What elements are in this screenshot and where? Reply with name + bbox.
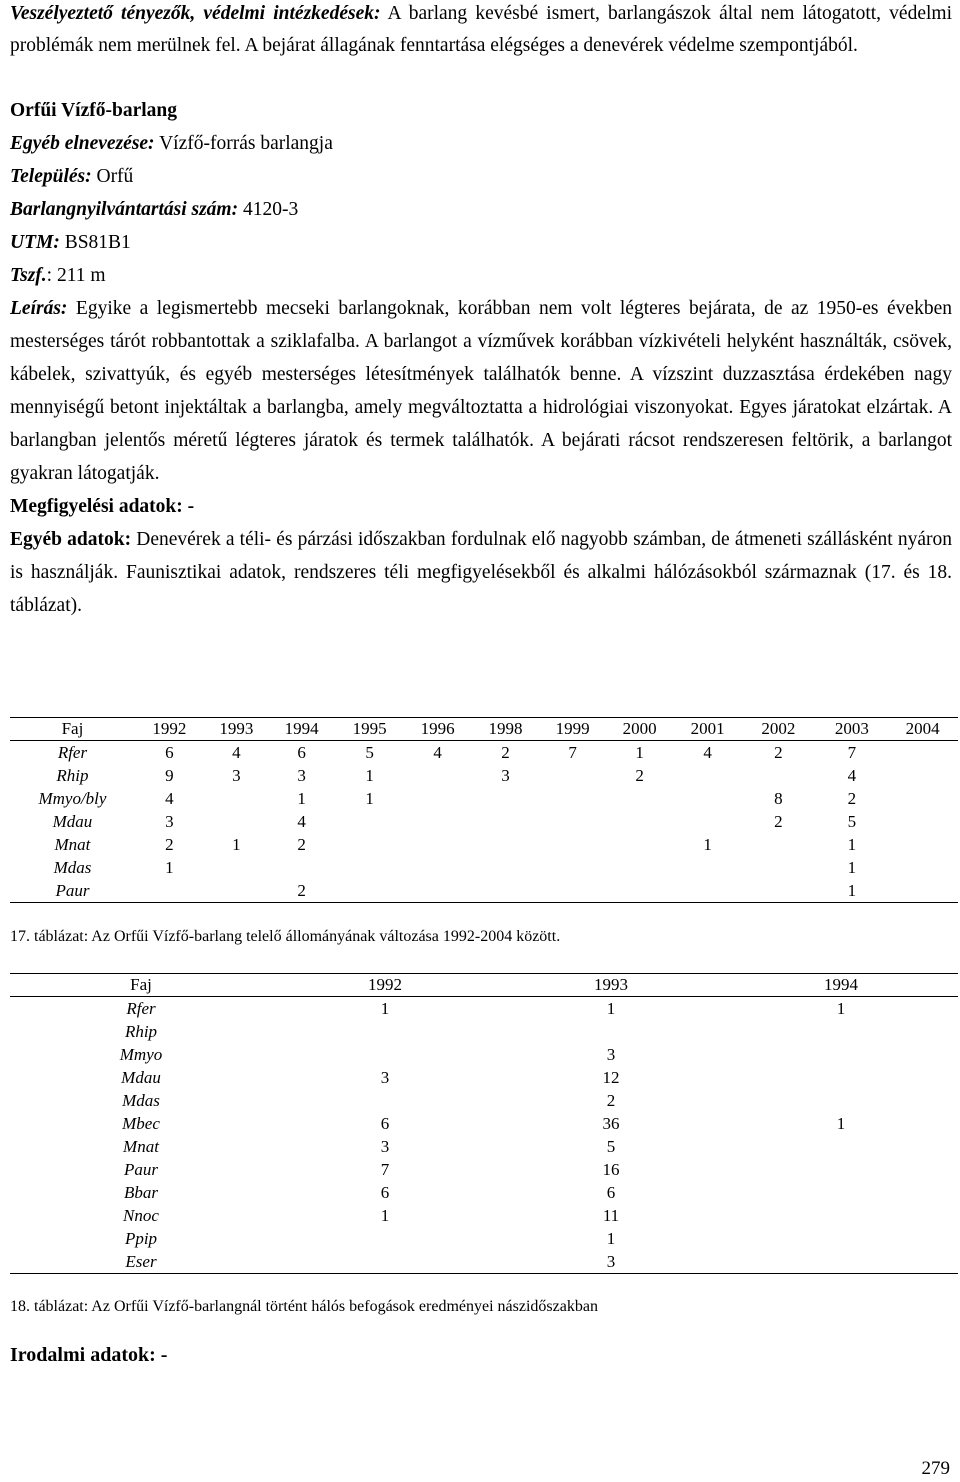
count-cell: 4: [297, 811, 306, 831]
count-cell: 2: [269, 879, 334, 903]
count-cell: [724, 1135, 958, 1158]
cave-field-value: : 211 m: [46, 265, 106, 286]
column-header: 2004: [887, 718, 958, 741]
table-row: [10, 833, 958, 856]
column-header: 1996: [405, 718, 470, 741]
column-header: 1993: [204, 718, 269, 741]
count-cell: [272, 1020, 498, 1043]
table-17-body: [10, 741, 958, 903]
count-cell: 3: [165, 811, 174, 831]
count-cell: 2: [635, 765, 644, 785]
count-cell: [405, 787, 470, 810]
count-cell: [724, 1181, 958, 1204]
observation-line: Megfigyelési adatok: -: [10, 496, 195, 517]
table-row: [10, 856, 958, 879]
count-cell: [470, 833, 541, 856]
cave-field-value: Vízfő-forrás barlangja: [154, 133, 333, 154]
count-cell: [604, 856, 675, 879]
count-cell: 3: [501, 765, 510, 785]
count-cell: 6: [606, 1182, 616, 1202]
count-cell: 1: [847, 857, 857, 877]
table-17: [10, 717, 958, 903]
species-cell: Nnoc: [123, 1205, 159, 1225]
species-cell: Mdau: [52, 811, 93, 831]
column-header: 2003: [816, 718, 887, 741]
count-cell: 11: [602, 1205, 620, 1225]
table-17-caption: 17. táblázat: Az Orfűi Vízfő-barlang telelő állományának változása 1992-2004 között.: [10, 928, 561, 945]
count-cell: 1: [606, 998, 616, 1018]
count-cell: [604, 879, 675, 903]
count-cell: [675, 787, 740, 810]
table-row: [10, 787, 958, 810]
count-cell: [334, 833, 405, 856]
column-header: 2001: [675, 718, 740, 741]
cave-field-label: Egyéb elnevezése:: [10, 133, 155, 154]
count-cell: 5: [365, 742, 374, 762]
count-cell: 1: [635, 742, 644, 762]
count-cell: 4: [232, 742, 241, 762]
count-cell: 2: [774, 811, 783, 831]
count-cell: 7: [380, 1159, 390, 1179]
count-cell: [675, 810, 740, 833]
count-cell: [604, 810, 675, 833]
column-header: 1993: [498, 974, 724, 997]
count-cell: 1: [165, 857, 174, 877]
count-cell: [269, 856, 334, 879]
count-cell: 36: [602, 1113, 620, 1133]
table-row: [10, 1181, 958, 1204]
table-row: [10, 741, 958, 765]
count-cell: [604, 787, 675, 810]
count-cell: 1: [836, 998, 846, 1018]
count-cell: 1: [703, 834, 712, 854]
species-cell: Mdas: [53, 857, 92, 877]
cave-field-label: Barlangnyilvántartási szám:: [10, 199, 239, 220]
count-cell: [541, 787, 604, 810]
count-cell: 12: [602, 1067, 620, 1087]
species-cell: Mdau: [121, 1067, 161, 1087]
count-cell: 3: [498, 1250, 724, 1274]
count-cell: [541, 879, 604, 903]
species-cell: Bbar: [124, 1182, 158, 1202]
species-cell: Mmyo/bly: [38, 788, 107, 808]
count-cell: [272, 1250, 498, 1274]
count-cell: [470, 856, 541, 879]
species-cell: Mmyo: [119, 1044, 163, 1064]
cave-fields: [10, 127, 952, 292]
count-cell: 4: [433, 742, 442, 762]
count-cell: [887, 856, 958, 879]
count-cell: [405, 856, 470, 879]
table-row: [10, 1158, 958, 1181]
cave-field-label: Település:: [10, 166, 92, 187]
count-cell: 7: [847, 742, 857, 762]
table-row: [10, 1020, 958, 1043]
table-row: [10, 764, 958, 787]
count-cell: [135, 879, 204, 903]
count-cell: [204, 810, 269, 833]
count-cell: 4: [847, 765, 857, 785]
count-cell: [334, 810, 405, 833]
count-cell: [887, 810, 958, 833]
count-cell: [204, 879, 269, 903]
count-cell: 1: [606, 1228, 616, 1248]
table-row: [10, 1227, 958, 1250]
cave-field-value: Orfű: [91, 166, 134, 187]
table-row: [10, 1250, 958, 1274]
column-header: 2000: [604, 718, 675, 741]
cave-field-label: UTM:: [10, 232, 60, 253]
count-cell: 1: [297, 788, 306, 808]
count-cell: [740, 856, 816, 879]
cave-field-value: 4120-3: [238, 199, 299, 220]
count-cell: [272, 1227, 498, 1250]
species-cell: Mbec: [122, 1113, 160, 1133]
cave-field: [10, 160, 952, 193]
count-cell: [887, 787, 958, 810]
literature-line: Irodalmi adatok: -: [10, 1344, 168, 1366]
count-cell: 3: [606, 1044, 616, 1064]
cave-title: Orfűi Vízfő-barlang: [10, 100, 178, 121]
count-cell: 1: [816, 879, 887, 903]
column-header: 1992: [272, 974, 498, 997]
other-data-label: Egyéb adatok:: [10, 529, 132, 550]
count-cell: [887, 764, 958, 787]
species-cell: Paur: [124, 1159, 158, 1179]
count-cell: [724, 1066, 958, 1089]
table-row: [10, 1135, 958, 1158]
count-cell: [541, 833, 604, 856]
count-cell: 5: [606, 1136, 616, 1156]
count-cell: 9: [165, 765, 174, 785]
count-cell: 1: [380, 1205, 390, 1225]
count-cell: 1: [365, 765, 374, 785]
count-cell: 8: [774, 788, 783, 808]
count-cell: 2: [606, 1090, 616, 1110]
table-18-body: [10, 997, 958, 1274]
count-cell: 6: [297, 742, 306, 762]
count-cell: [470, 787, 541, 810]
count-cell: [541, 856, 604, 879]
count-cell: [724, 1043, 958, 1066]
table-row: [10, 810, 958, 833]
count-cell: 7: [568, 742, 577, 762]
count-cell: [405, 810, 470, 833]
count-cell: 1: [365, 788, 374, 808]
count-cell: [405, 833, 470, 856]
column-header: Faj: [10, 718, 135, 741]
table-row: [10, 997, 958, 1021]
count-cell: [724, 1250, 958, 1274]
cave-field: [10, 226, 952, 259]
column-header: 1999: [541, 718, 604, 741]
count-cell: 16: [602, 1159, 620, 1179]
count-cell: [470, 879, 541, 903]
count-cell: [740, 833, 816, 856]
cave-field: [10, 259, 952, 292]
count-cell: [204, 856, 269, 879]
table-row: [10, 1112, 958, 1135]
threats-text: A barlang kevésbé ismert, barlangászok által nem látogatott, védelmi problémák nem merülnek fel. A bejárat állagának fenntartása elégséges a denevérek védelme szempontjából.: [10, 3, 952, 56]
species-cell: Rfer: [57, 742, 88, 762]
cave-field: [10, 127, 952, 160]
count-cell: 1: [847, 834, 857, 854]
cave-field-label: Tszf.: [10, 265, 47, 286]
count-cell: 1: [232, 834, 241, 854]
count-cell: 3: [380, 1067, 390, 1087]
count-cell: [724, 1089, 958, 1112]
column-header: 1998: [470, 718, 541, 741]
species-cell: Mnat: [123, 1136, 159, 1156]
count-cell: [334, 879, 405, 903]
count-cell: [724, 1227, 958, 1250]
species-cell: Mdas: [122, 1090, 160, 1110]
count-cell: 2: [297, 834, 306, 854]
species-cell: Rfer: [126, 998, 156, 1018]
count-cell: 2: [774, 742, 783, 762]
column-header: 1995: [334, 718, 405, 741]
table-18-caption: 18. táblázat: Az Orfűi Vízfő-barlangnál történt hálós befogások eredményei nászidőszakban: [10, 1298, 598, 1315]
page-number: 279: [921, 1458, 950, 1479]
count-cell: [334, 856, 405, 879]
count-cell: 4: [165, 788, 174, 808]
count-cell: 5: [847, 811, 857, 831]
description-label: Leírás:: [10, 298, 68, 319]
species-cell: Eser: [10, 1250, 272, 1274]
column-header: 2002: [740, 718, 816, 741]
cave-field-value: BS81B1: [59, 232, 131, 253]
count-cell: [887, 833, 958, 856]
count-cell: [541, 810, 604, 833]
table-17-header: [10, 718, 958, 741]
count-cell: [724, 1158, 958, 1181]
species-cell: Paur: [10, 879, 135, 903]
description-text: Egyike a legismertebb mecseki barlangoknak, korábban nem volt légteres bejárata, de az 1950-es években mesterséges tárót robbantottak a sziklafalba. A barlangot a vízművek korábban vízkivételi helyként használták, csövek, kábelek, szivattyúk, és egyéb mesterséges létesítmények találhatók benne. A vízszint duzzasztása érdekében nagy mennyiségű betont injektáltak a barlangba, amely megváltoztatta a hidrológiai viszonyokat. Egyes járatokat elzártak. A barlangban jelentős méretű légteres járatok és termek találhatók. A bejárati rácsot rendszeresen feltörik, a barlangot gyakran látogatják.: [10, 298, 952, 484]
count-cell: 6: [380, 1113, 390, 1133]
count-cell: 3: [380, 1136, 390, 1156]
count-cell: [405, 764, 470, 787]
table-row: [10, 879, 958, 903]
count-cell: [675, 879, 740, 903]
count-cell: [675, 856, 740, 879]
description-paragraph: [10, 292, 952, 490]
count-cell: [675, 764, 740, 787]
count-cell: 6: [165, 742, 174, 762]
count-cell: 2: [165, 834, 174, 854]
species-cell: Rhip: [124, 1021, 158, 1041]
other-data-text: Denevérek a téli- és párzási időszakban fordulnak elő nagyobb számban, de átmeneti szállásként nyáron is használják. Faunisztikai adatok, rendszeres téli megfigyelésekből és alkalmi hálózásokból származnak (17. és 18. táblázat).: [10, 529, 953, 616]
cave-field: [10, 193, 952, 226]
table-18-header: [10, 974, 958, 997]
species-cell: Ppip: [124, 1228, 158, 1248]
count-cell: [272, 1043, 498, 1066]
count-cell: [204, 787, 269, 810]
column-header: 1994: [724, 974, 958, 997]
count-cell: [405, 879, 470, 903]
table-row: [10, 1089, 958, 1112]
threats-label: Veszélyeztető tényezők, védelmi intézkedések:: [10, 3, 381, 24]
table-row: [10, 1066, 958, 1089]
count-cell: [541, 764, 604, 787]
column-header: Faj: [10, 974, 272, 997]
column-header: 1992: [135, 718, 204, 741]
count-cell: [887, 741, 958, 765]
count-cell: 4: [703, 742, 712, 762]
threats-paragraph: [10, 0, 952, 62]
column-header: 1994: [269, 718, 334, 741]
count-cell: [740, 879, 816, 903]
count-cell: 6: [380, 1182, 390, 1202]
count-cell: 2: [501, 742, 510, 762]
other-data-paragraph: [10, 523, 952, 622]
table-row: [10, 1204, 958, 1227]
count-cell: [740, 764, 816, 787]
page-body: [10, 0, 952, 622]
count-cell: [887, 879, 958, 903]
table-row: [10, 1043, 958, 1066]
count-cell: 3: [232, 765, 241, 785]
count-cell: [272, 1089, 498, 1112]
count-cell: [724, 1020, 958, 1043]
count-cell: [498, 1020, 724, 1043]
count-cell: [470, 810, 541, 833]
table-18: [10, 973, 958, 1274]
count-cell: 1: [380, 998, 390, 1018]
count-cell: [604, 833, 675, 856]
count-cell: 3: [297, 765, 306, 785]
count-cell: 1: [836, 1113, 846, 1133]
count-cell: 2: [847, 788, 857, 808]
species-cell: Rhip: [56, 765, 89, 785]
count-cell: [724, 1204, 958, 1227]
species-cell: Mnat: [54, 834, 91, 854]
